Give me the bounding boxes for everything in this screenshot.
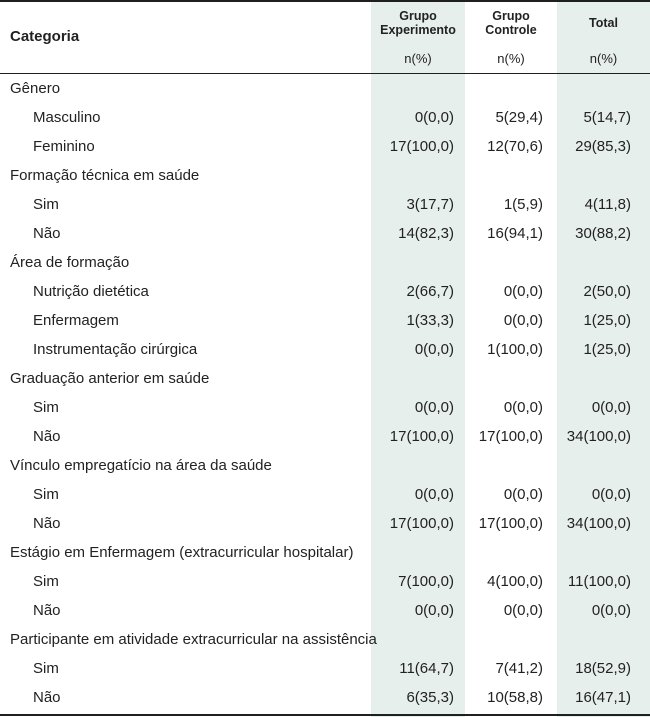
header-grupo-controle: Grupo Controle	[485, 9, 537, 37]
cell-total: 0(0,0)	[591, 399, 631, 416]
cell-controle: 5(29,4)	[495, 109, 543, 126]
category-row	[0, 451, 650, 480]
row-label: Enfermagem	[33, 312, 119, 329]
cell-experimento: 0(0,0)	[414, 109, 454, 126]
cell-experimento: 17(100,0)	[389, 138, 454, 155]
table-row	[0, 422, 650, 451]
cell-total: 29(85,3)	[575, 138, 631, 155]
header-total: Total	[589, 16, 618, 30]
cell-controle: 0(0,0)	[503, 602, 543, 619]
table-row	[0, 683, 650, 712]
table-row	[0, 306, 650, 335]
cell-experimento: 0(0,0)	[414, 399, 454, 416]
category-row	[0, 161, 650, 190]
cell-total: 11(100,0)	[567, 573, 631, 590]
row-label: Sim	[33, 399, 59, 416]
category-label: Formação técnica em saúde	[10, 167, 200, 184]
table-row	[0, 596, 650, 625]
row-label: Sim	[33, 196, 59, 213]
cell-experimento: 11(64,7)	[399, 660, 454, 677]
cell-total: 5(14,7)	[583, 109, 631, 126]
cell-controle: 0(0,0)	[503, 283, 543, 300]
cell-controle: 4(100,0)	[487, 573, 543, 590]
header-unit-total: n(%)	[589, 51, 618, 66]
cell-controle: 1(100,0)	[487, 341, 543, 358]
row-label: Não	[33, 225, 61, 242]
table-row	[0, 393, 650, 422]
row-label: Não	[33, 515, 61, 532]
cell-experimento: 17(100,0)	[389, 515, 454, 532]
table-row	[0, 480, 650, 509]
category-row	[0, 248, 650, 277]
cell-controle: 16(94,1)	[487, 225, 543, 242]
cell-total: 34(100,0)	[566, 428, 631, 445]
cell-controle: 10(58,8)	[487, 689, 543, 706]
table-row	[0, 335, 650, 364]
row-label: Sim	[33, 660, 59, 677]
cell-total: 34(100,0)	[566, 515, 631, 532]
cell-total: 2(50,0)	[583, 283, 631, 300]
category-label: Graduação anterior em saúde	[10, 370, 210, 387]
category-row	[0, 74, 650, 103]
table-header	[0, 0, 650, 73]
category-row	[0, 538, 650, 567]
cell-experimento: 6(35,3)	[406, 689, 454, 706]
cell-total: 18(52,9)	[575, 660, 631, 677]
category-label: Participante em atividade extracurricular na assistência	[10, 631, 377, 648]
table-row	[0, 654, 650, 683]
table-row	[0, 509, 650, 538]
row-label: Feminino	[33, 138, 95, 155]
cell-controle: 0(0,0)	[503, 399, 543, 416]
table-row	[0, 190, 650, 219]
row-label: Sim	[33, 486, 59, 503]
cell-total: 4(11,8)	[584, 196, 631, 213]
row-label: Não	[33, 689, 61, 706]
row-label: Instrumentação cirúrgica	[33, 341, 198, 358]
cell-experimento: 1(33,3)	[406, 312, 454, 329]
header-grupo-experimento: Grupo Experimento	[380, 9, 456, 37]
cell-total: 30(88,2)	[575, 225, 631, 242]
cell-experimento: 0(0,0)	[414, 486, 454, 503]
cell-experimento: 17(100,0)	[389, 428, 454, 445]
table-row	[0, 219, 650, 248]
cell-controle: 17(100,0)	[478, 428, 543, 445]
row-label: Masculino	[33, 109, 101, 126]
cell-total: 1(25,0)	[583, 341, 631, 358]
category-label: Estágio em Enfermagem (extracurricular hospitalar)	[10, 544, 354, 561]
cell-experimento: 0(0,0)	[414, 602, 454, 619]
top-rule	[0, 0, 650, 2]
cell-controle: 17(100,0)	[478, 515, 543, 532]
bottom-rule	[0, 714, 650, 716]
category-label: Área de formação	[10, 254, 130, 271]
header-unit-experimento: n(%)	[404, 51, 432, 66]
category-row	[0, 625, 650, 654]
row-label: Sim	[33, 573, 59, 590]
category-label: Vínculo empregatício na área da saúde	[10, 457, 272, 474]
cell-total: 0(0,0)	[591, 602, 631, 619]
cell-controle: 0(0,0)	[503, 486, 543, 503]
cell-total: 1(25,0)	[583, 312, 631, 329]
header-category: Categoria	[10, 28, 80, 45]
cell-experimento: 2(66,7)	[406, 283, 454, 300]
header-unit-controle: n(%)	[497, 51, 525, 66]
table-row	[0, 103, 650, 132]
row-label: Não	[33, 602, 61, 619]
cell-controle: 1(5,9)	[503, 196, 543, 213]
cell-controle: 0(0,0)	[503, 312, 543, 329]
cell-experimento: 14(82,3)	[398, 225, 454, 242]
table-row	[0, 277, 650, 306]
cell-controle: 7(41,2)	[495, 660, 543, 677]
cell-experimento: 0(0,0)	[414, 341, 454, 358]
row-label: Não	[33, 428, 61, 445]
cell-controle: 12(70,6)	[487, 138, 543, 155]
table-row	[0, 132, 650, 161]
table-row	[0, 567, 650, 596]
cell-experimento: 3(17,7)	[406, 196, 454, 213]
cell-experimento: 7(100,0)	[398, 573, 454, 590]
category-row	[0, 364, 650, 393]
category-label: Gênero	[10, 80, 61, 97]
row-label: Nutrição dietética	[33, 283, 149, 300]
cell-total: 0(0,0)	[591, 486, 631, 503]
cell-total: 16(47,1)	[575, 689, 631, 706]
